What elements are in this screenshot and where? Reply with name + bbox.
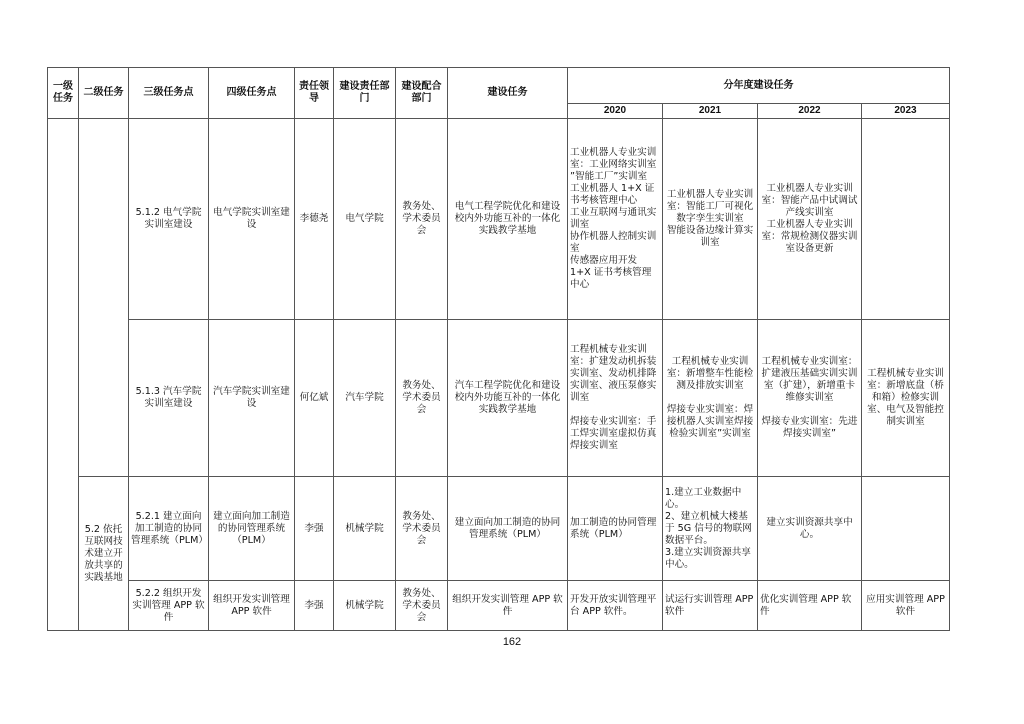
y2023-cell: 应用实训管理 APP 软件 (862, 581, 950, 631)
page-number: 162 (502, 636, 522, 648)
y2023-cell (862, 119, 950, 320)
leader-cell: 李德尧 (295, 119, 334, 320)
leader-cell: 李强 (295, 581, 334, 631)
y2022-cell: 工程机械专业实训室：扩建液压基础实训实训室（扩建），新增重卡维修实训室 焊接专业实训室：先进焊接实训室” (758, 320, 862, 477)
y2020-cell: 开发开放实训管理平台 APP 软件。 (568, 581, 663, 631)
task-cell: 组织开发实训管理 APP 软件 (448, 581, 568, 631)
level2-cell-empty (79, 119, 129, 477)
level3-cell: 5.2.1 建立面向加工制造的协同管理系统（PLM） (129, 477, 209, 581)
coop-cell: 教务处、学术委员会 (396, 581, 448, 631)
dept-cell: 电气学院 (334, 119, 396, 320)
y2021-cell: 工业机器人专业实训室：智能工厂可视化数字孪生实训室 智能设备边缘计算实训室 (663, 119, 758, 320)
y2022-cell: 优化实训管理 APP 软件 (758, 581, 862, 631)
leader-cell: 何亿斌 (295, 320, 334, 477)
y2022-cell: 工业机器人专业实训室：智能产品中试调试产线实训室 工业机器人专业实训室：常规检测仪器实训室设备更新 (758, 119, 862, 320)
table-row (48, 477, 950, 581)
level4-cell: 组织开发实训管理 APP 软件 (209, 581, 295, 631)
y2022-cell: 建立实训资源共享中心。 (758, 477, 862, 581)
task-cell: 电气工程学院优化和建设校内外功能互补的一体化实践教学基地 (448, 119, 568, 320)
header-coop: 建设配合部门 (396, 68, 448, 119)
dept-cell: 机械学院 (334, 581, 396, 631)
level3-cell: 5.1.2 电气学院实训室建设 (129, 119, 209, 320)
level4-cell: 电气学院实训室建设 (209, 119, 295, 320)
construction-task-table (47, 67, 950, 631)
level4-cell: 建立面向加工制造的协同管理系统（PLM） (209, 477, 295, 581)
level4-cell: 汽车学院实训室建设 (209, 320, 295, 477)
level3-cell: 5.2.2 组织开发实训管理 APP 软件 (129, 581, 209, 631)
y2020-cell: 工程机械专业实训室：扩建发动机拆装实训室、发动机排降实训室、液压泵修实训室 焊接专业实训室：手工焊实训室虚拟仿真焊接实训室 (568, 320, 663, 477)
table-row (48, 119, 950, 320)
leader-cell: 李强 (295, 477, 334, 581)
header-level2: 二级任务 (79, 68, 129, 119)
coop-cell: 教务处、学术委员会 (396, 477, 448, 581)
header-task: 建设任务 (448, 68, 568, 119)
y2023-cell (862, 477, 950, 581)
header-level3: 三级任务点 (129, 68, 209, 119)
level3-cell: 5.1.3 汽车学院实训室建设 (129, 320, 209, 477)
header-level4: 四级任务点 (209, 68, 295, 119)
y2021-cell: 1.建立工业数据中心。 2、建立机械大楼基于 5G 信号的物联网数据平台。 3.建立实训资源共享中心。 (663, 477, 758, 581)
level2-cell: 5.2 依托互联网技术建立开放共享的实践基地 (79, 477, 129, 631)
y2020-cell: 工业机器人专业实训室：工业网络实训室 ”智能工厂”实训室 工业机器人 1+X 证书考核管理中心 工业互联网与通讯实训室 协作机器人控制实训室 传感器应用开发 1+X 证书考核管理中心 (568, 119, 663, 320)
table-row (48, 581, 950, 631)
task-cell: 建立面向加工制造的协同管理系统（PLM） (448, 477, 568, 581)
table-row (48, 320, 950, 477)
header-year-2022: 2022 (758, 104, 862, 119)
header-year-2023: 2023 (862, 104, 950, 119)
header-annual: 分年度建设任务 (568, 68, 950, 104)
y2021-cell: 工程机械专业实训室：新增整车性能检测及排放实训室 焊接专业实训室：焊接机器人实训室焊接检验实训室”实训室 (663, 320, 758, 477)
header-leader: 责任领导 (295, 68, 334, 119)
dept-cell: 机械学院 (334, 477, 396, 581)
header-year-2021: 2021 (663, 104, 758, 119)
coop-cell: 教务处、学术委员会 (396, 119, 448, 320)
header-dept: 建设责任部门 (334, 68, 396, 119)
y2023-cell: 工程机械专业实训室：新增底盘（桥和箱）检修实训室、电气及智能控制实训室 (862, 320, 950, 477)
level1-cell (48, 119, 79, 631)
y2021-cell: 试运行实训管理 APP 软件 (663, 581, 758, 631)
coop-cell: 教务处、学术委员会 (396, 320, 448, 477)
task-cell: 汽车工程学院优化和建设校内外功能互补的一体化实践教学基地 (448, 320, 568, 477)
header-level1: 一级任务 (48, 68, 79, 119)
header-year-2020: 2020 (568, 104, 663, 119)
dept-cell: 汽车学院 (334, 320, 396, 477)
y2020-cell: 加工制造的协同管理系统（PLM） (568, 477, 663, 581)
